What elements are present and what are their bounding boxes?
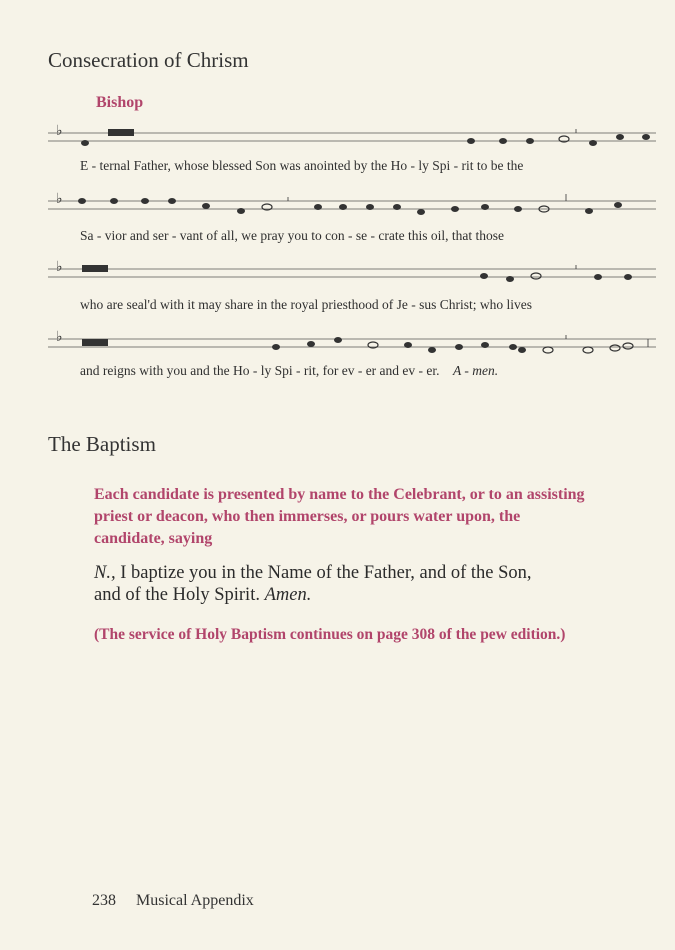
page-number: 238 [92, 892, 116, 909]
chant-amen: A - men. [453, 363, 499, 378]
svg-text:♭: ♭ [56, 191, 63, 207]
svg-text:♭: ♭ [56, 329, 63, 345]
formula-amen: Amen. [264, 585, 312, 605]
section-title-consecration: Consecration of Chrism [48, 48, 249, 72]
baptism-instruction-rubric: Each candidate is presented by name to the Celebrant, or to an assisting priest or deacon, who then immerses, or pours water upon, the candidate, saying [94, 486, 585, 547]
chant-staff-2 [48, 190, 656, 220]
svg-text:♭: ♭ [56, 123, 63, 139]
chant-staff-1 [48, 122, 656, 152]
chant-staff-3 [48, 258, 656, 288]
formula-n: N., [94, 563, 116, 583]
chant-lyric-1: E - ternal Father, whose blessed Son was anointed by the Ho - ly Spi - rit to be the [80, 158, 524, 173]
chant-lyric-3: who are seal'd with it may share in the royal priesthood of Je - sus Christ; who lives [80, 297, 532, 312]
chant-staff-4 [48, 328, 656, 358]
page-footer [92, 892, 254, 910]
speaker-rubric: Bishop [96, 94, 144, 111]
formula-line2: and of the Holy Spirit. [94, 585, 260, 605]
baptism-formula [94, 562, 654, 606]
continuation-note: (The service of Holy Baptism continues on page 308 of the pew edition.) [94, 626, 566, 643]
chant-lyric-2: Sa - vior and ser - vant of all, we pray you to con - se - crate this oil, that those [80, 228, 505, 243]
section-title-baptism: The Baptism [48, 432, 156, 456]
chant-lyric-4-text: and reigns with you and the Ho - ly Spi - rit, for ev - er and ev - er. [80, 363, 440, 378]
svg-text:♭: ♭ [56, 259, 63, 275]
formula-text: I baptize you in the Name of the Father, and of the Son, [115, 563, 532, 583]
running-title: Musical Appendix [136, 892, 254, 909]
chant-lyric-4 [80, 363, 498, 379]
